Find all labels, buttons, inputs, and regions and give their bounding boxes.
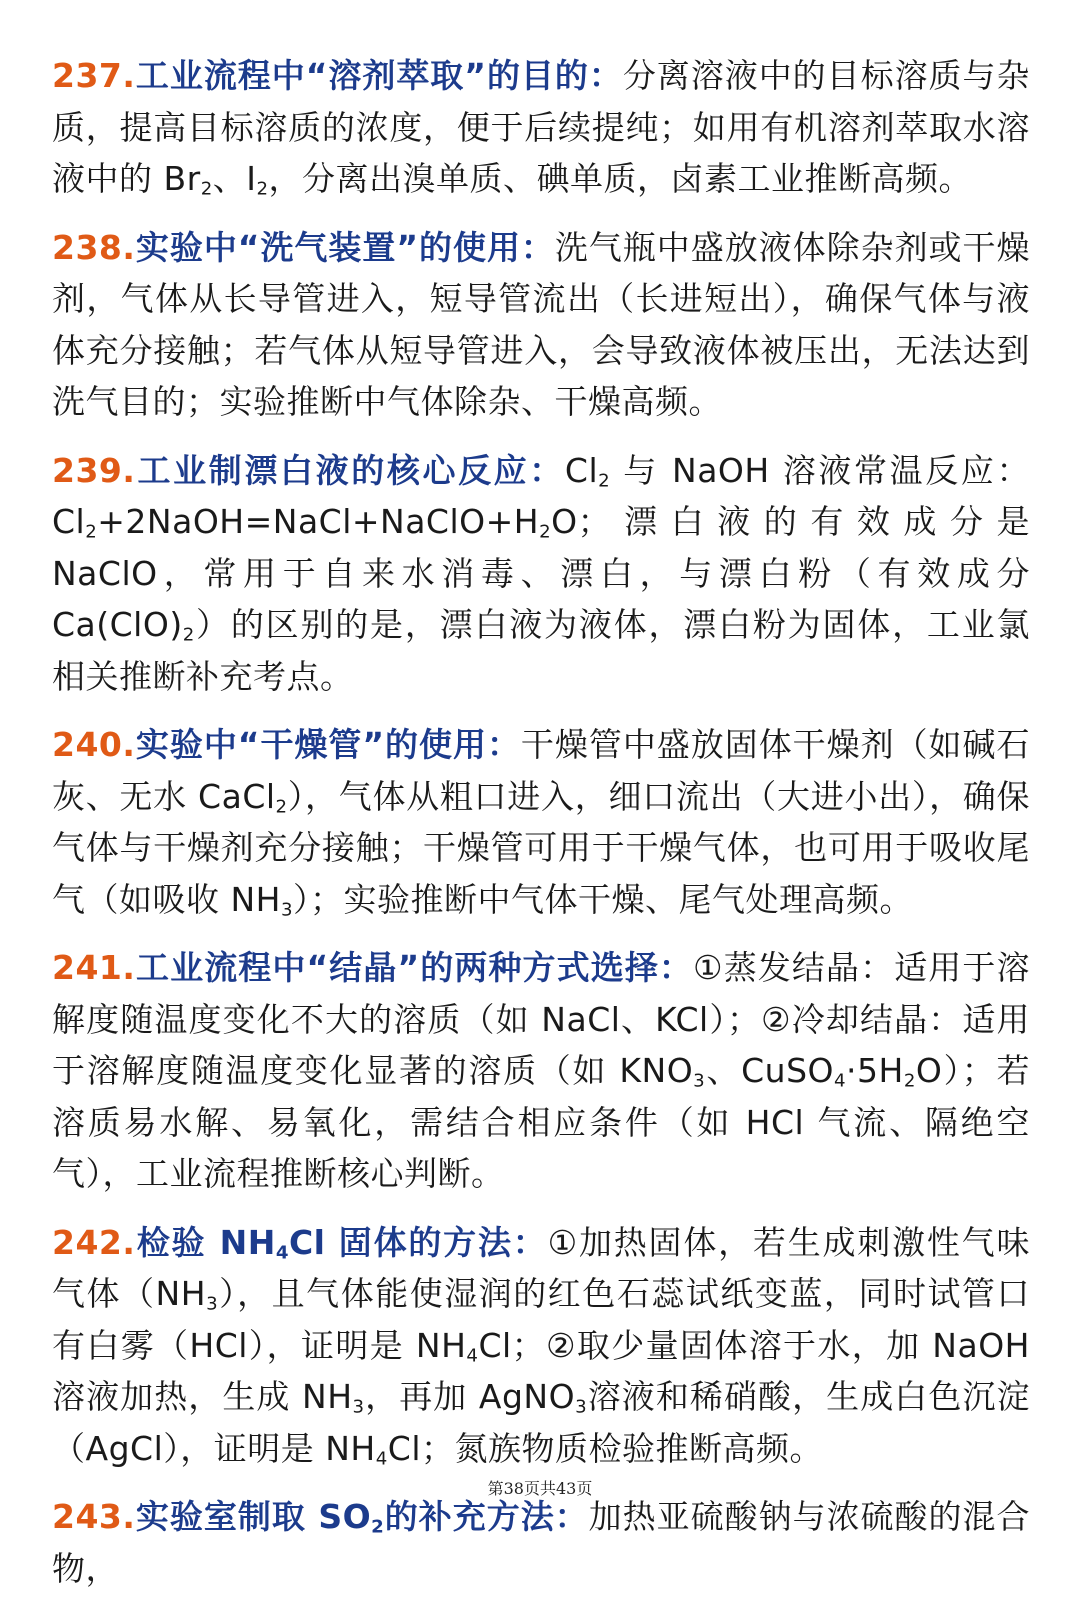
text-run: 、CuSO (705, 1051, 834, 1090)
text-run: O）；若溶质易水解、易氧化，需结合相应条件（如 HCl 气流、隔绝空气），工业流程推断核心判断。 (52, 1051, 1030, 1193)
subscript: 2 (85, 521, 98, 543)
item-237 (52, 50, 1030, 205)
text-run: ）；实验推断中气体干燥、尾气处理高频。 (293, 879, 914, 919)
text-run: ①加热固体，若生成刺激性气味气体（NH (52, 1222, 1030, 1313)
text-run: Cl；氮族物质检验推断高频。 (387, 1428, 823, 1468)
text-run: 与 NaOH 溶液常温反应：Cl (52, 450, 1031, 541)
text-run: 洗气瓶中盛放液体除杂剂或干燥剂，气体从长导管进入，短导管流出（长进短出），确保气体与液体充分接触；若气体从短导管进入，会导致液体被压出，无法达到洗气目的；实验推断中气体除杂、干燥高频。 (52, 227, 1030, 421)
subscript: 3 (575, 1396, 588, 1418)
item-243 (52, 1491, 1030, 1594)
text-run: O；漂白液的有效成分是 NaClO，常用于自来水消毒、漂白，与漂白粉（有效成分 Ca(ClO) (52, 502, 1030, 644)
text-run: ①蒸发结晶：适用于溶解度随温度变化不大的溶质（如 NaCl、KCl）；②冷却结晶：适用于溶解度随温度变化显著的溶质（如 KNO (52, 948, 1030, 1090)
subscript: 2 (371, 1516, 385, 1538)
item-heading (135, 1497, 588, 1536)
subscript: 2 (200, 178, 213, 200)
item-239 (52, 445, 1030, 703)
item-heading: 工业制漂白液的核心反应： (135, 450, 565, 490)
text-run: +2NaOH=NaCl+NaClO+H (97, 502, 540, 541)
subscript: 4 (275, 1242, 289, 1264)
item-number: 239. (52, 450, 136, 490)
subscript: 2 (275, 796, 288, 818)
item-heading: 工业流程中“溶剂萃取”的目的： (135, 56, 623, 95)
subscript: 4 (834, 1070, 847, 1092)
subscript: 2 (539, 521, 552, 543)
item-number: 241. (52, 948, 136, 987)
subscript: 2 (598, 470, 611, 492)
subscript: 2 (903, 1070, 916, 1092)
subscript: 2 (256, 178, 269, 200)
text-run: ），气体从粗口进入，细口流出（大进小出），确保气体与干燥剂充分接触；干燥管可用于干燥气体，也可用于吸收尾气（如吸收 NH (52, 776, 1031, 919)
text-run: ，再加 AgNO (364, 1377, 576, 1416)
subscript: 3 (352, 1396, 365, 1418)
item-240 (52, 719, 1030, 925)
text-run: 检验 NH (135, 1222, 276, 1262)
item-241 (52, 942, 1030, 1200)
subscript: 3 (206, 1293, 219, 1315)
item-number: 242. (52, 1222, 136, 1262)
text-run: 干燥管中盛放固体干燥剂（如碱石灰、无水 CaCl (52, 725, 1031, 816)
subscript: 3 (693, 1070, 706, 1092)
text-run: ·5H (846, 1051, 904, 1090)
text-run: Cl (564, 450, 599, 490)
item-heading (135, 1223, 547, 1262)
text-run: 、I (212, 159, 257, 198)
text-run: ）的区别的是，漂白液为液体，漂白粉为固体，工业氯相关推断补充考点。 (52, 605, 1030, 696)
item-heading: 工业流程中“结晶”的两种方式选择： (135, 948, 694, 987)
subscript: 2 (182, 624, 195, 646)
text-run: ，分离出溴单质、碘单质，卤素工业推断高频。 (268, 159, 973, 198)
subscript: 3 (281, 899, 294, 921)
item-242 (52, 1217, 1030, 1475)
text-run: Cl 固体的方法： (288, 1222, 548, 1262)
text-run: Cl；②取少量固体溶于水，加 NaOH 溶液加热，生成 NH (52, 1325, 1030, 1416)
text-run: ），且气体能使湿润的红色石蕊试纸变蓝，同时试管口有白雾（HCl），证明是 NH (52, 1274, 1031, 1365)
item-238 (52, 222, 1030, 428)
page-footer: 第38页共43页 (487, 1479, 593, 1498)
item-number: 243. (52, 1497, 136, 1536)
item-number: 238. (52, 227, 136, 267)
item-number: 237. (52, 56, 136, 95)
item-number: 240. (52, 725, 136, 764)
text-run: 的补充方法： (384, 1497, 589, 1536)
item-heading: 实验中“干燥管”的使用： (135, 725, 521, 764)
subscript: 4 (375, 1448, 388, 1470)
document-page (52, 50, 1030, 1611)
subscript: 4 (466, 1345, 479, 1367)
text-run: 实验室制取 SO (135, 1497, 372, 1536)
text-run: 溶液和稀硝酸，生成白色沉淀（AgCl），证明是 NH (52, 1377, 1031, 1468)
text-run: 加热亚硫酸钠与浓硫酸的混合物， (52, 1497, 1031, 1588)
item-heading: 实验中“洗气装置”的使用： (135, 227, 555, 267)
text-run: 分离溶液中的目标溶质与杂质，提高目标溶质的浓度，便于后续提纯；如用有机溶剂萃取水溶液中的 Br (52, 56, 1030, 198)
